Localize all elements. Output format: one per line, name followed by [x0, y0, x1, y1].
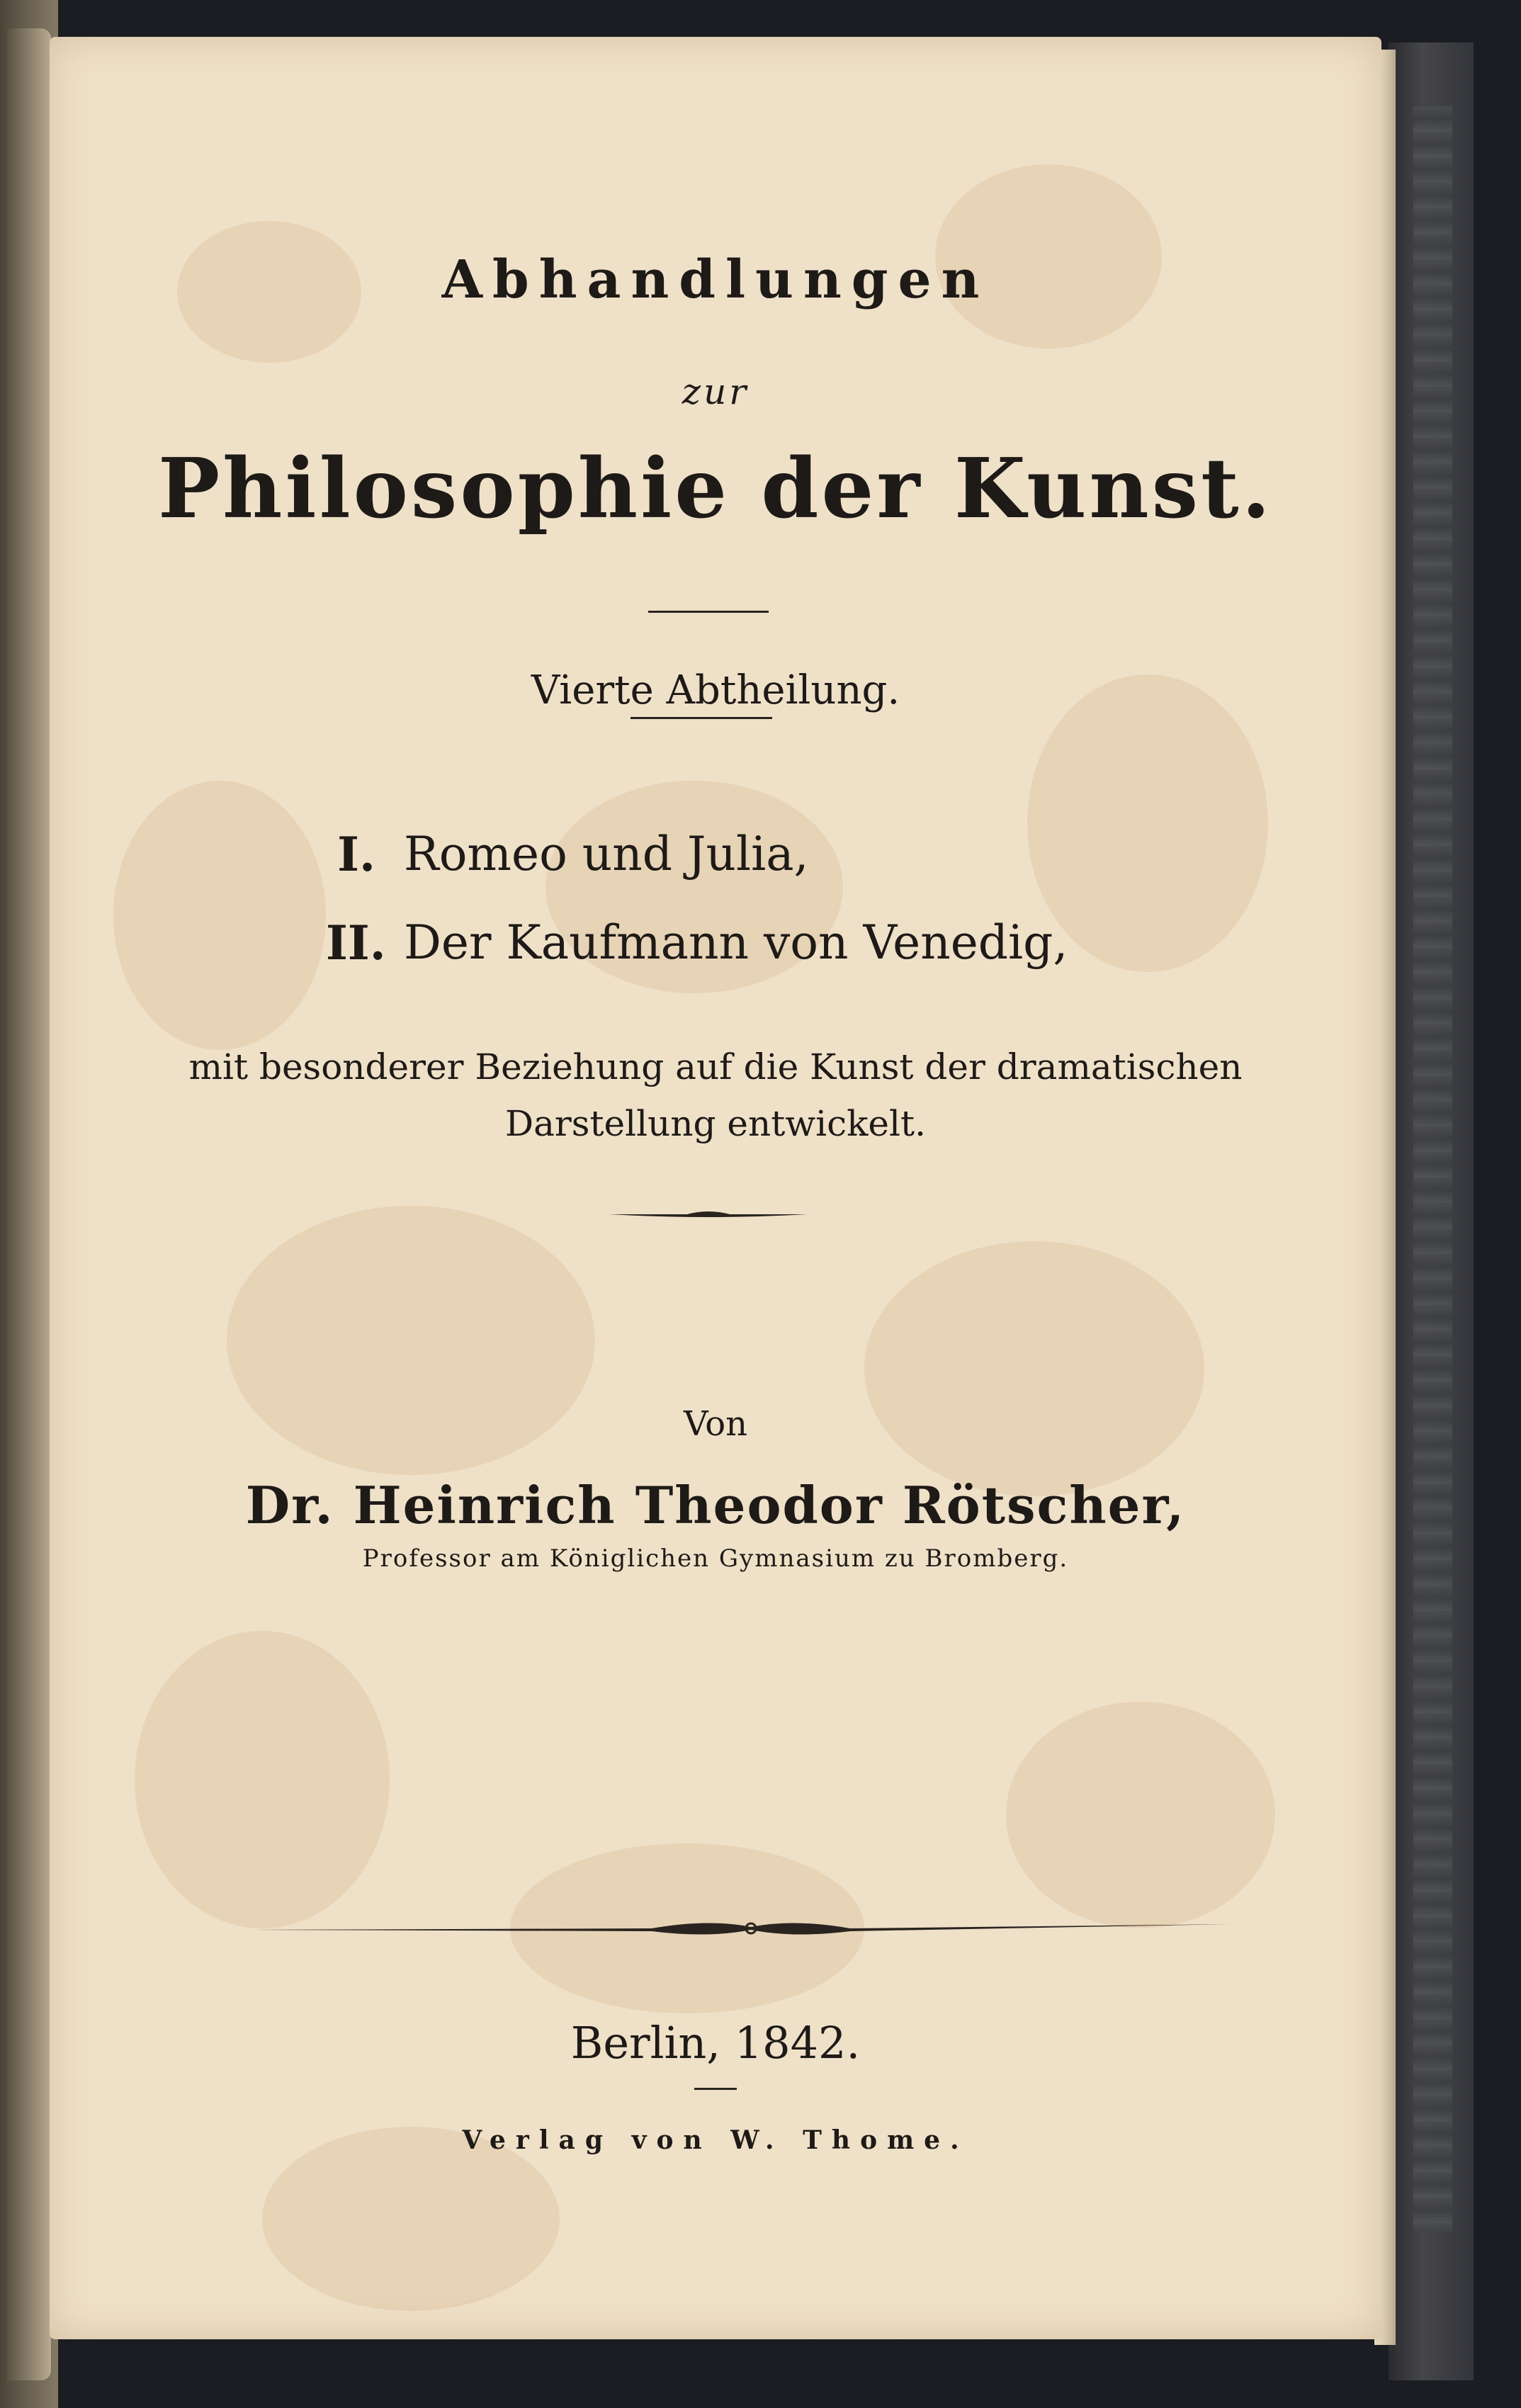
foxing-stain — [1006, 1702, 1275, 1928]
description-line: mit besonderer Beziehung auf die Kunst der dramatischen — [188, 1046, 1243, 1087]
foxing-stain — [864, 1241, 1204, 1496]
spine-cloth — [1413, 106, 1452, 2232]
item-number: II. — [326, 915, 386, 971]
publisher: Verlag von W. Thome. — [462, 2125, 969, 2155]
item-number: I. — [337, 827, 375, 882]
description-line: Darstellung entwickelt. — [505, 1103, 926, 1144]
title-page — [50, 37, 1381, 2339]
item-text: Der Kaufmann von Venedig, — [404, 915, 1068, 970]
place-year: Berlin, 1842. — [570, 2017, 861, 2069]
left-cover-edge — [7, 28, 51, 2380]
by-label: Von — [683, 1404, 748, 1444]
item-text: Romeo und Julia, — [404, 827, 809, 881]
author-affiliation: Professor am Königlichen Gymnasium zu Bromberg. — [362, 1544, 1069, 1573]
main-title: Philosophie der Kunst. — [157, 441, 1274, 537]
ornamental-rule — [609, 1206, 808, 1223]
title-top: Abhandlungen — [441, 249, 990, 310]
short-rule — [694, 2088, 737, 2090]
author-name: Dr. Heinrich Theodor Rötscher, — [245, 1475, 1186, 1535]
title-zur: zur — [682, 371, 750, 412]
ornamental-rule — [255, 1914, 1233, 1943]
short-rule — [648, 611, 769, 613]
short-rule — [631, 717, 772, 719]
foxing-stain — [113, 781, 326, 1050]
part-label: Vierte Abtheilung. — [531, 667, 900, 713]
foxing-stain — [135, 1631, 390, 1928]
